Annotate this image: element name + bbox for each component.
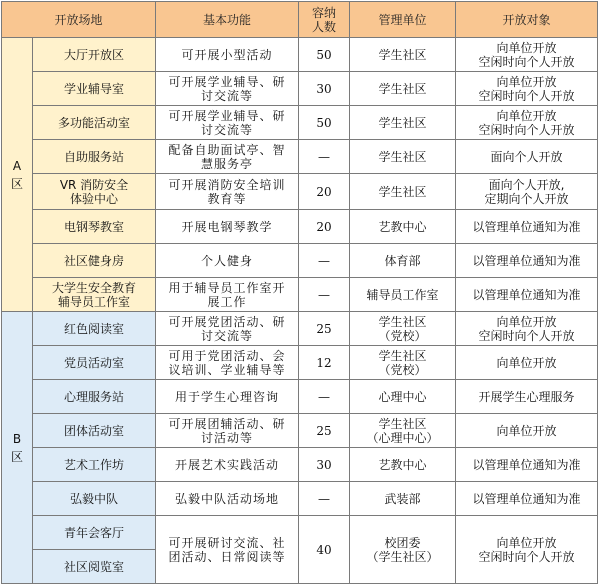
venue-manager xyxy=(350,140,456,174)
cell-line: 用于学生心理咨询 xyxy=(175,389,280,404)
table-row xyxy=(2,380,598,414)
cell-line: 开展艺术实践活动 xyxy=(175,457,280,472)
zone-b-label: 区 xyxy=(10,449,23,464)
cell-line: 大厅开放区 xyxy=(64,47,125,62)
cell-line: 以管理单位通知为准 xyxy=(472,457,581,472)
venue-name xyxy=(33,244,156,278)
cell-line: 可开展团辅活动、研 xyxy=(168,416,286,431)
cell-line: 艺术工作坊 xyxy=(64,457,125,472)
cell-line: 面向个人开放, xyxy=(488,177,565,192)
venue-capacity: 30 xyxy=(299,72,350,106)
cell-line: 校团委 xyxy=(384,535,421,550)
cell-line: 辅导员工作室 xyxy=(58,294,131,309)
venue-manager xyxy=(350,380,456,414)
cell-line: 弘毅中队活动场地 xyxy=(175,491,280,506)
venue-name xyxy=(33,174,156,210)
header-venue: 开放场地 xyxy=(2,2,156,38)
cell-line: 教育等 xyxy=(207,191,247,206)
venue-capacity: 25 xyxy=(299,312,350,346)
cell-line: 体验中心 xyxy=(70,191,119,206)
cell-line: 可开展小型活动 xyxy=(181,47,273,62)
cell-line: 艺教中心 xyxy=(378,457,427,472)
cell-line: （心理中心） xyxy=(366,430,439,445)
cell-line: 可开展消防安全培训 xyxy=(168,177,286,192)
table-row xyxy=(2,414,598,448)
venue-function xyxy=(156,448,299,482)
venue-name xyxy=(33,38,156,72)
venue-name xyxy=(33,72,156,106)
cell-line: 弘毅中队 xyxy=(70,491,119,506)
cell-line: 自助服务站 xyxy=(64,149,125,164)
venue-audience xyxy=(456,346,598,380)
cell-line: 红色阅读室 xyxy=(64,321,125,336)
cell-line: 讨交流等 xyxy=(201,122,254,137)
venue-capacity: — xyxy=(299,380,350,414)
cell-line: 以管理单位通知为准 xyxy=(472,253,581,268)
cell-line: 多功能活动室 xyxy=(58,115,131,130)
zone-b-label: B xyxy=(12,431,22,446)
venue-capacity: — xyxy=(299,482,350,516)
cell-line: 学生社区 xyxy=(378,81,427,96)
table-row xyxy=(2,278,598,312)
table-row xyxy=(2,346,598,380)
venue-capacity: 30 xyxy=(299,448,350,482)
venue-manager xyxy=(350,38,456,72)
cell-line: 以管理单位通知为准 xyxy=(472,219,581,234)
venue-function xyxy=(156,106,299,140)
venue-capacity: 40 xyxy=(299,516,350,584)
venue-function xyxy=(156,516,299,584)
table-row xyxy=(2,210,598,244)
header-audience: 开放对象 xyxy=(456,2,598,38)
cell-line: （党校） xyxy=(378,328,427,343)
cell-line: 武装部 xyxy=(384,491,421,506)
venue-manager xyxy=(350,106,456,140)
cell-line: 讨活动等 xyxy=(201,430,254,445)
venue-capacity: 20 xyxy=(299,210,350,244)
cell-line: （党校） xyxy=(378,362,427,377)
table-row xyxy=(2,140,598,174)
venue-capacity: — xyxy=(299,278,350,312)
cell-line: 心理服务站 xyxy=(64,389,125,404)
venue-name: 青年会客厅 xyxy=(33,516,156,550)
cell-line: 配备自助面试亭、智 xyxy=(168,142,286,157)
cell-line: 学生社区 xyxy=(378,184,427,199)
header-manager: 管理单位 xyxy=(350,2,456,38)
cell-line: 个人健身 xyxy=(201,253,254,268)
table-row xyxy=(2,244,598,278)
venue-name xyxy=(33,482,156,516)
cell-line: 空闲时向个人开放 xyxy=(478,328,575,343)
cell-line: 讨交流等 xyxy=(201,328,254,343)
venue-manager xyxy=(350,210,456,244)
cell-line: 团活动、日常阅读等 xyxy=(168,549,286,564)
venue-audience xyxy=(456,210,598,244)
venue-function xyxy=(156,278,299,312)
venue-manager xyxy=(350,448,456,482)
cell-line: 社区健身房 xyxy=(64,253,125,268)
cell-line: 讨交流等 xyxy=(201,88,254,103)
cell-line: 向单位开放 xyxy=(496,314,557,329)
cell-line: 开展学生心理服务 xyxy=(478,389,575,404)
cell-line: 向单位开放 xyxy=(496,535,557,550)
venue-function xyxy=(156,380,299,414)
venue-capacity: — xyxy=(299,244,350,278)
cell-line: 用于辅导员工作室开 xyxy=(168,280,286,295)
cell-line: 艺教中心 xyxy=(378,219,427,234)
venue-manager xyxy=(350,482,456,516)
cell-line: 体育部 xyxy=(384,253,421,268)
venue-name xyxy=(33,448,156,482)
venue-manager xyxy=(350,414,456,448)
cell-line: 向单位开放 xyxy=(496,74,557,89)
table-body xyxy=(2,38,598,584)
cell-line: 党员活动室 xyxy=(64,355,125,370)
venue-audience xyxy=(456,448,598,482)
venue-name xyxy=(33,312,156,346)
venue-audience xyxy=(456,174,598,210)
venue-name xyxy=(33,278,156,312)
venue-audience xyxy=(456,38,598,72)
venue-capacity: 50 xyxy=(299,38,350,72)
cell-line: 展工作 xyxy=(207,294,247,309)
cell-line: 学生社区 xyxy=(378,115,427,130)
venue-manager xyxy=(350,516,456,584)
cell-line: 慧服务亭 xyxy=(201,156,254,171)
venue-manager xyxy=(350,244,456,278)
cell-line: 以管理单位通知为准 xyxy=(472,491,581,506)
table-row xyxy=(2,72,598,106)
zone-a-label: A xyxy=(12,158,22,173)
venue-audience xyxy=(456,244,598,278)
cell-line: 心理中心 xyxy=(378,389,427,404)
cell-line: 学生社区 xyxy=(378,47,427,62)
venue-capacity: 12 xyxy=(299,346,350,380)
venue-function xyxy=(156,482,299,516)
cell-line: 向单位开放 xyxy=(496,355,557,370)
venue-capacity: — xyxy=(299,140,350,174)
cell-line: （学生社区） xyxy=(366,549,439,564)
venue-audience xyxy=(456,72,598,106)
cell-line: 可开展学业辅导、研 xyxy=(168,74,286,89)
cell-line: 面向个人开放 xyxy=(490,149,563,164)
cell-line: 学业辅导室 xyxy=(64,81,125,96)
cell-line: VR 消防安全 xyxy=(59,177,129,192)
venue-audience xyxy=(456,140,598,174)
cell-line: 空闲时向个人开放 xyxy=(478,54,575,69)
table-row xyxy=(2,482,598,516)
venue-capacity: 50 xyxy=(299,106,350,140)
venue-audience xyxy=(456,516,598,584)
venue-audience xyxy=(456,278,598,312)
header-capacity xyxy=(299,2,350,38)
venue-audience xyxy=(456,414,598,448)
cell-line: 议培训、学业辅导等 xyxy=(168,362,286,377)
venue-function xyxy=(156,174,299,210)
table-row xyxy=(2,174,598,210)
cell-line: 学生社区 xyxy=(378,348,427,363)
venue-function xyxy=(156,244,299,278)
venue-name xyxy=(33,346,156,380)
cell-line: 空闲时向个人开放 xyxy=(478,549,575,564)
venue-name xyxy=(33,106,156,140)
zone-a-cell xyxy=(2,38,33,312)
cell-line: 电钢琴教室 xyxy=(64,219,125,234)
header-capacity-line2: 人数 xyxy=(312,19,337,34)
header-capacity-line1: 容纳 xyxy=(312,5,337,20)
cell-line: 向单位开放 xyxy=(496,108,557,123)
venue-function xyxy=(156,140,299,174)
venue-capacity: 25 xyxy=(299,414,350,448)
cell-line: 学生社区 xyxy=(378,416,427,431)
venue-audience xyxy=(456,482,598,516)
cell-line: 可开展党团活动、研 xyxy=(168,314,286,329)
venue-function xyxy=(156,38,299,72)
cell-line: 学生社区 xyxy=(378,314,427,329)
venue-name xyxy=(33,210,156,244)
venue-table xyxy=(1,1,598,584)
table-row xyxy=(2,516,598,550)
venue-audience xyxy=(456,380,598,414)
zone-b-cell xyxy=(2,312,33,584)
table-row xyxy=(2,106,598,140)
cell-line: 向单位开放 xyxy=(496,40,557,55)
venue-function xyxy=(156,72,299,106)
cell-line: 开展电钢琴教学 xyxy=(181,219,273,234)
venue-name: 社区阅览室 xyxy=(33,550,156,584)
venue-name xyxy=(33,380,156,414)
venue-capacity: 20 xyxy=(299,174,350,210)
venue-function xyxy=(156,210,299,244)
cell-line: 学生社区 xyxy=(378,149,427,164)
cell-line: 大学生安全教育 xyxy=(52,280,137,295)
venue-manager xyxy=(350,312,456,346)
table-row xyxy=(2,448,598,482)
venue-function xyxy=(156,346,299,380)
venue-name xyxy=(33,140,156,174)
cell-line: 空闲时向个人开放 xyxy=(478,88,575,103)
header-function: 基本功能 xyxy=(156,2,299,38)
cell-line: 以管理单位通知为准 xyxy=(472,287,581,302)
cell-line: 辅导员工作室 xyxy=(366,287,439,302)
zone-a-label: 区 xyxy=(10,176,23,191)
header-row xyxy=(2,2,598,38)
cell-line: 空闲时向个人开放 xyxy=(478,122,575,137)
cell-line: 可开展研讨交流、社 xyxy=(168,535,286,550)
venue-audience xyxy=(456,106,598,140)
venue-function xyxy=(156,414,299,448)
venue-function xyxy=(156,312,299,346)
table-row xyxy=(2,312,598,346)
venue-manager xyxy=(350,346,456,380)
venue-manager xyxy=(350,174,456,210)
venue-manager xyxy=(350,72,456,106)
cell-line: 定期向个人开放 xyxy=(484,191,569,206)
venue-name xyxy=(33,414,156,448)
table-row xyxy=(2,38,598,72)
cell-line: 可用于党团活动、会 xyxy=(168,348,286,363)
venue-audience xyxy=(456,312,598,346)
cell-line: 可开展学业辅导、研 xyxy=(168,108,286,123)
venue-manager xyxy=(350,278,456,312)
cell-line: 向单位开放 xyxy=(496,423,557,438)
cell-line: 团体活动室 xyxy=(64,423,125,438)
